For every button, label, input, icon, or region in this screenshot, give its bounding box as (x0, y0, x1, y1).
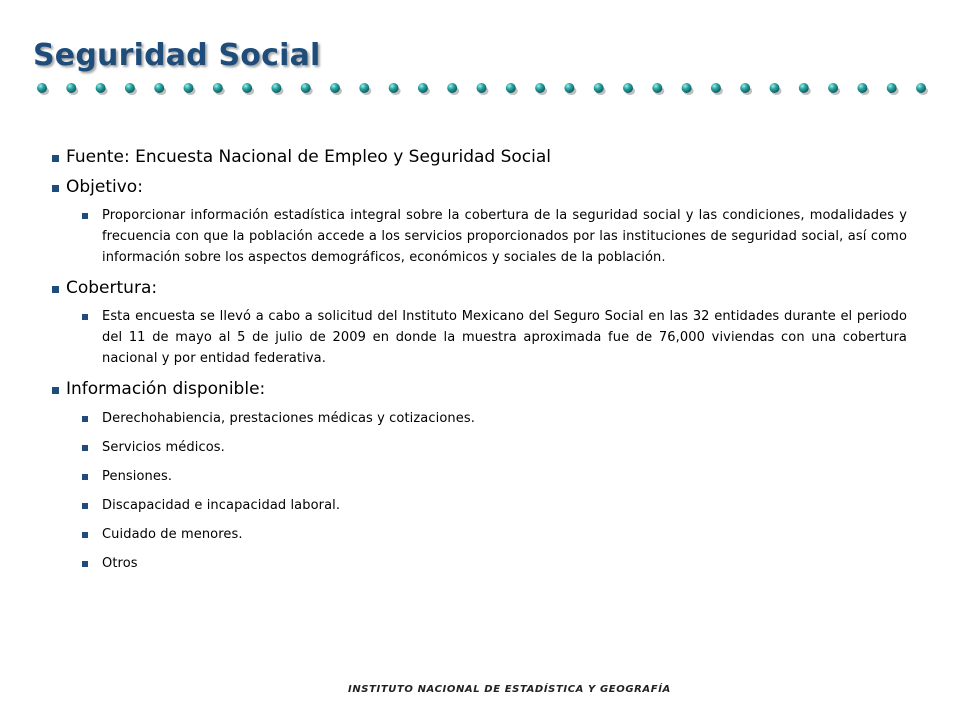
list-item (52, 524, 907, 545)
decorative-dot (66, 83, 76, 93)
square-bullet-icon (52, 185, 59, 192)
decorative-dot (916, 83, 926, 93)
objetivo-label: Objetivo: (66, 177, 143, 197)
decorative-dot (711, 83, 721, 93)
decorative-dot (652, 83, 662, 93)
list-item (52, 495, 907, 516)
decorative-dot (213, 83, 223, 93)
decorative-dot (389, 83, 399, 93)
decorative-dot (535, 83, 545, 93)
decorative-dot (359, 83, 369, 93)
decorative-dot (857, 83, 867, 93)
square-bullet-icon (82, 503, 88, 509)
decorative-dot (418, 83, 428, 93)
bullet-cobertura (52, 277, 907, 299)
decorative-dot (37, 83, 47, 93)
square-bullet-icon (82, 213, 88, 219)
decorative-dot (447, 83, 457, 93)
square-bullet-icon (52, 387, 59, 394)
decorative-dot (154, 83, 164, 93)
decorative-dot (828, 83, 838, 93)
list-item-text: Servicios médicos. (102, 440, 225, 455)
list-item-text: Otros (102, 556, 138, 571)
square-bullet-icon (82, 314, 88, 320)
decorative-dot (682, 83, 692, 93)
decorative-dot (184, 83, 194, 93)
square-bullet-icon (82, 445, 88, 451)
bullet-fuente (52, 146, 907, 168)
objetivo-text: Proporcionar información estadística integral sobre la cobertura de la seguridad social y las condiciones, modalidades y frecuencia con que la población accede a los servicios proporcionados por las instituciones de seguridad social, así como información sobre los aspectos demográficos, económicos y sociales de la población. (102, 208, 907, 265)
decorative-dot (594, 83, 604, 93)
decorative-dot (887, 83, 897, 93)
objetivo-detail (52, 205, 907, 268)
cobertura-label: Cobertura: (66, 278, 158, 298)
decorative-dot (96, 83, 106, 93)
list-item-text: Pensiones. (102, 469, 173, 484)
decorative-dot (125, 83, 135, 93)
square-bullet-icon (52, 155, 59, 162)
decorative-dot (740, 83, 750, 93)
square-bullet-icon (52, 286, 59, 293)
square-bullet-icon (82, 561, 88, 567)
informacion-label: Información disponible: (66, 379, 266, 399)
page-title: Seguridad Social (33, 38, 321, 73)
decorative-dot (564, 83, 574, 93)
decorative-dot (506, 83, 516, 93)
list-item (52, 437, 907, 458)
list-item-text: Discapacidad e incapacidad laboral. (102, 498, 341, 513)
decorative-dot (799, 83, 809, 93)
footer-institution: INSTITUTO NACIONAL DE ESTADÍSTICA Y GEOGRAFÍA (348, 684, 671, 695)
cobertura-text: Esta encuesta se llevó a cabo a solicitud del Instituto Mexicano del Seguro Social en las 32 entidades durante el periodo del 11 de mayo al 5 de julio de 2009 en donde la muestra aproximada fue de 76,000 viviendas con una cobertura nacional y por entidad federativa. (102, 309, 907, 366)
cobertura-detail (52, 306, 907, 369)
bullet-objetivo (52, 176, 907, 198)
decorative-dot (623, 83, 633, 93)
list-item-text: Cuidado de menores. (102, 527, 243, 542)
list-item (52, 553, 907, 574)
decorative-dot (271, 83, 281, 93)
list-item-text: Derechohabiencia, prestaciones médicas y cotizaciones. (102, 411, 475, 426)
decorative-dot (330, 83, 340, 93)
fuente-text: Fuente: Encuesta Nacional de Empleo y Seguridad Social (66, 147, 552, 167)
list-item (52, 408, 907, 429)
bullet-informacion (52, 378, 907, 400)
decorative-dot (770, 83, 780, 93)
square-bullet-icon (82, 474, 88, 480)
decorative-dot (477, 83, 487, 93)
decorative-dot-row (34, 79, 934, 99)
square-bullet-icon (82, 532, 88, 538)
list-item (52, 466, 907, 487)
square-bullet-icon (82, 416, 88, 422)
content-area (52, 146, 907, 574)
decorative-dot (242, 83, 252, 93)
decorative-dot (301, 83, 311, 93)
